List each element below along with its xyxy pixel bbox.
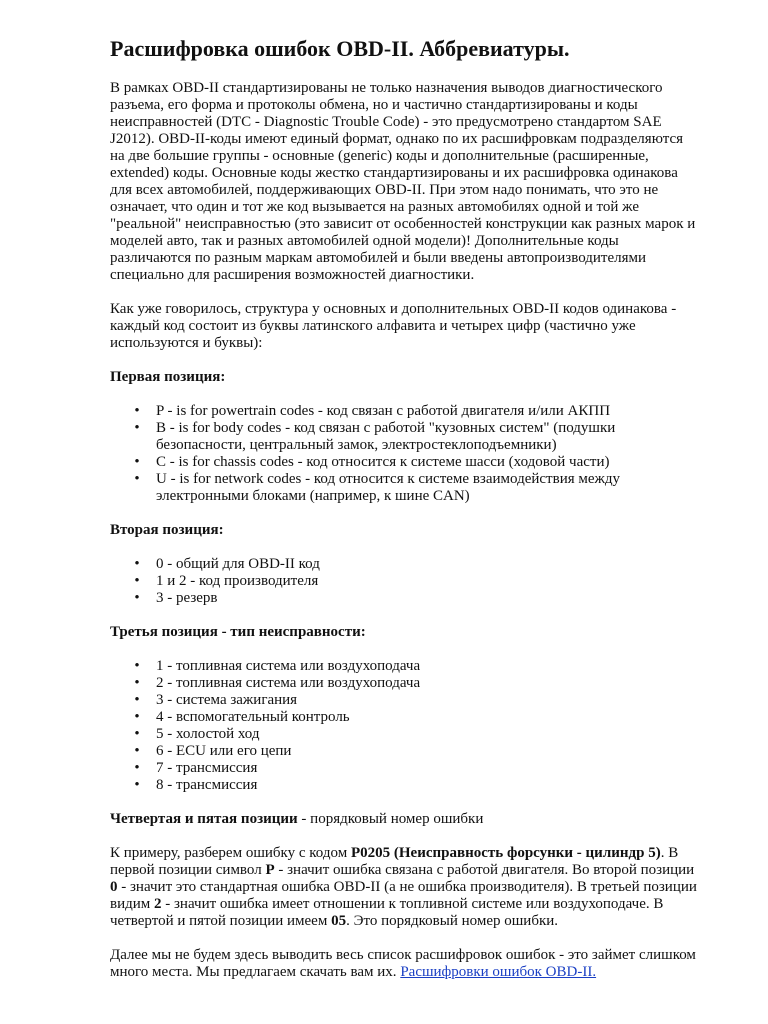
bullet-icon: • (134, 403, 140, 419)
example-text-6: . Это порядковый номер ошибки. (346, 913, 559, 929)
example-text-4: - значит это стандартная ошибка OBD-II (а не ошибка производителя). В третьей позиции видим (110, 879, 697, 912)
example-symbol-0: 0 (110, 879, 118, 895)
list-item (110, 573, 698, 590)
closing-text: Далее мы не будем здесь выводить весь список расшифровок ошибок - это займет слишком много места. Мы предлагаем скачать вам их. (110, 947, 696, 980)
list-item-text: C - is for chassis codes - код относится к системе шасси (ходовой части) (156, 454, 610, 470)
list-item-text: 7 - трансмиссия (156, 760, 258, 776)
list-item (110, 675, 698, 692)
intro-paragraph: В рамках OBD-II стандартизированы не только назначения выводов диагностического разъема, его форма и протоколы обмена, но и частично стандартизированы и коды неисправностей (DTC - Diagnostic Trouble Code) - это предусмотрено стандартом SAE J2012). OBD-II-коды имеют единый формат, однако по их расшифровкам подразделяются на две большие группы - основные (generic) коды и дополнительные (расширенные, extended) коды. Основные коды жестко стандартизированы и их расшифровка одинакова для всех автомобилей, поддерживающих OBD-II. При этом надо понимать, что это не означает, что один и тот же код вызывается на разных автомобилях одной и той же "реальной" неисправностью (это зависит от особенностей конструкции как разных марок и моделей авто, так и разных автомобилей одной модели)! Дополнительные коды различаются по разным маркам автомобилей и были введены автопроизводителями специально для расширения возможностей диагностики. (110, 80, 696, 283)
bullet-icon: • (134, 709, 140, 725)
fourth-fifth-position-rest: - порядковый номер ошибки (297, 811, 484, 827)
list-item (110, 658, 698, 675)
second-position-heading (110, 522, 698, 539)
bullet-icon: • (134, 760, 140, 776)
list-item (110, 743, 698, 760)
list-item-text: U - is for network codes - код относится к системе взаимодействия между электронными блоками (например, к шине CAN) (156, 471, 621, 504)
list-item (110, 454, 698, 471)
list-item (110, 403, 698, 420)
first-position-heading-text: Первая позиция: (110, 369, 226, 385)
fourth-fifth-position-heading (110, 811, 698, 828)
bullet-icon: • (134, 420, 140, 436)
list-item-text: P - is for powertrain codes - код связан с работой двигателя и/или АКПП (156, 403, 611, 419)
bullet-icon: • (134, 777, 140, 793)
example-text-5: - значит ошибка имеет отношении к топливной системе или воздухоподаче. В четвертой и пятой позиции имеем (110, 896, 664, 929)
bullet-icon: • (134, 556, 140, 572)
second-position-list (110, 556, 698, 607)
list-item (110, 420, 698, 454)
first-position-heading (110, 369, 698, 386)
bullet-icon: • (134, 658, 140, 674)
example-text-3: - значит ошибка связана с работой двигателя. Во второй позиции (274, 862, 695, 878)
download-codes-link[interactable]: Расшифровки ошибок OBD-II. (400, 964, 597, 980)
list-item (110, 692, 698, 709)
example-symbol-p: P (265, 862, 275, 878)
example-text-2: . В первой позиции символ (110, 845, 679, 878)
example-code: P0205 (Неисправность форсунки - цилиндр 5) (350, 845, 661, 861)
list-item-text: 2 - топливная система или воздухоподача (156, 675, 421, 691)
fourth-fifth-position-bold: Четвертая и пятая позиции (110, 811, 298, 827)
example-paragraph (110, 845, 698, 930)
third-position-heading-text: Третья позиция - тип неисправности: (110, 624, 366, 640)
list-item-text: 1 и 2 - код производителя (156, 573, 319, 589)
bullet-icon: • (134, 692, 140, 708)
list-item (110, 760, 698, 777)
closing-paragraph (110, 947, 698, 981)
bullet-icon: • (134, 471, 140, 487)
third-position-list (110, 658, 698, 794)
list-item-text: 5 - холостой ход (156, 726, 260, 742)
list-item-text: 0 - общий для OBD-II код (156, 556, 320, 572)
list-item-text: 3 - резерв (156, 590, 218, 606)
list-item (110, 590, 698, 607)
structure-paragraph: Как уже говорилось, структура у основных и дополнительных OBD-II кодов одинакова - каждый код состоит из буквы латинского алфавита и четырех цифр (частично уже используются и буквы): (110, 301, 677, 351)
list-item-text: 3 - система зажигания (156, 692, 298, 708)
second-position-heading-text: Вторая позиция: (110, 522, 224, 538)
example-symbol-05: 05 (331, 913, 347, 929)
bullet-icon: • (134, 743, 140, 759)
list-item-text: B - is for body codes - код связан с работой "кузовных систем" (подушки безопасности, центральный замок, электростеклоподъемники) (156, 420, 616, 453)
first-position-list (110, 403, 698, 505)
bullet-icon: • (134, 573, 140, 589)
list-item-text: 8 - трансмиссия (156, 777, 258, 793)
list-item (110, 471, 698, 505)
list-item (110, 726, 698, 743)
list-item (110, 709, 698, 726)
third-position-heading (110, 624, 698, 641)
list-item-text: 1 - топливная система или воздухоподача (156, 658, 421, 674)
bullet-icon: • (134, 590, 140, 606)
list-item-text: 4 - вспомогательный контроль (156, 709, 350, 725)
list-item-text: 6 - ECU или его цепи (156, 743, 292, 759)
example-text-1: К примеру, разберем ошибку с кодом (110, 845, 351, 861)
bullet-icon: • (134, 726, 140, 742)
bullet-icon: • (134, 454, 140, 470)
bullet-icon: • (134, 675, 140, 691)
list-item (110, 777, 698, 794)
page-title: Расшифровка ошибок OBD-II. Аббревиатуры. (110, 36, 570, 61)
example-symbol-2: 2 (154, 896, 162, 912)
list-item (110, 556, 698, 573)
